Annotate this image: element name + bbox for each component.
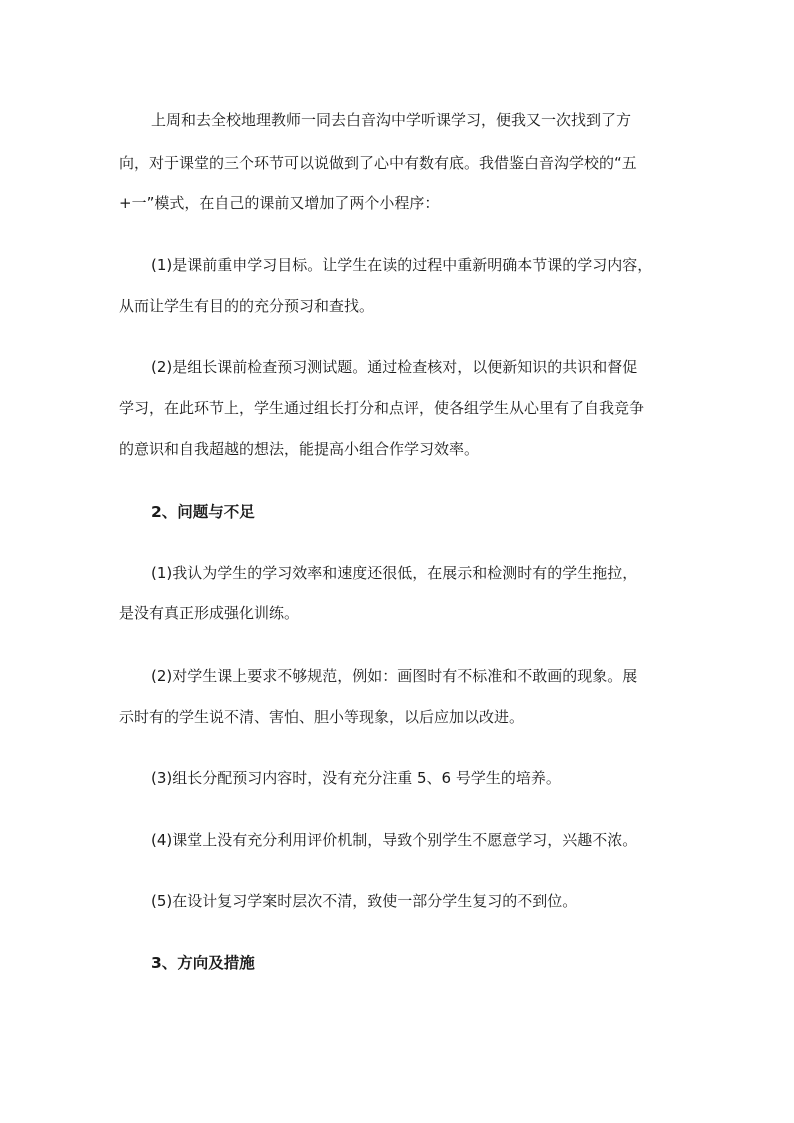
paragraph-4-line-1: (1)我认为学生的学习效率和速度还很低，在展示和检测时有的学生拖拉，: [151, 564, 638, 582]
paragraph-2-line-2: 从而让学生有目的的充分预习和查找。: [119, 297, 375, 315]
paragraph-4-line-2: 是没有真正形成强化训练。: [119, 604, 300, 622]
paragraph-3-line-3: 的意识和自我超越的想法，能提高小组合作学习效率。: [119, 440, 480, 458]
paragraph-1-line-1: 上周和去全校地理教师一同去白音沟中学听课学习，便我又一次找到了方: [151, 111, 632, 129]
paragraph-6: (3)组长分配预习内容时，没有充分注重 5、6 号学生的培养。: [151, 769, 561, 787]
paragraph-3-line-2: 学习，在此环节上，学生通过组长打分和点评，使各组学生从心里有了自我竞争: [119, 399, 645, 417]
paragraph-8: (5)在设计复习学案时层次不清，致使一部分学生复习的不到位。: [151, 892, 578, 910]
paragraph-5-line-2: 示时有的学生说不清、害怕、胆小等现象，以后应加以改进。: [119, 708, 525, 726]
paragraph-2-line-1: (1)是课前重申学习目标。让学生在读的过程中重新明确本节课的学习内容，: [151, 256, 653, 274]
paragraph-1-line-2: 向，对于课堂的三个环节可以说做到了心中有数有底。我借鉴白音沟学校的“五: [119, 154, 637, 172]
section-heading-problems: 2、问题与不足: [151, 503, 255, 521]
paragraph-1-line-3: +一”模式，在自己的课前又增加了两个小程序：: [119, 194, 440, 212]
section-heading-measures: 3、方向及措施: [151, 954, 255, 972]
paragraph-3-line-1: (2)是组长课前检查预习测试题。通过检查核对，以便新知识的共识和督促: [151, 358, 638, 376]
paragraph-7: (4)课堂上没有充分利用评价机制，导致个别学生不愿意学习，兴趣不浓。: [151, 831, 638, 849]
paragraph-5-line-1: (2)对学生课上要求不够规范，例如：画图时有不标准和不敢画的现象。展: [151, 667, 638, 685]
